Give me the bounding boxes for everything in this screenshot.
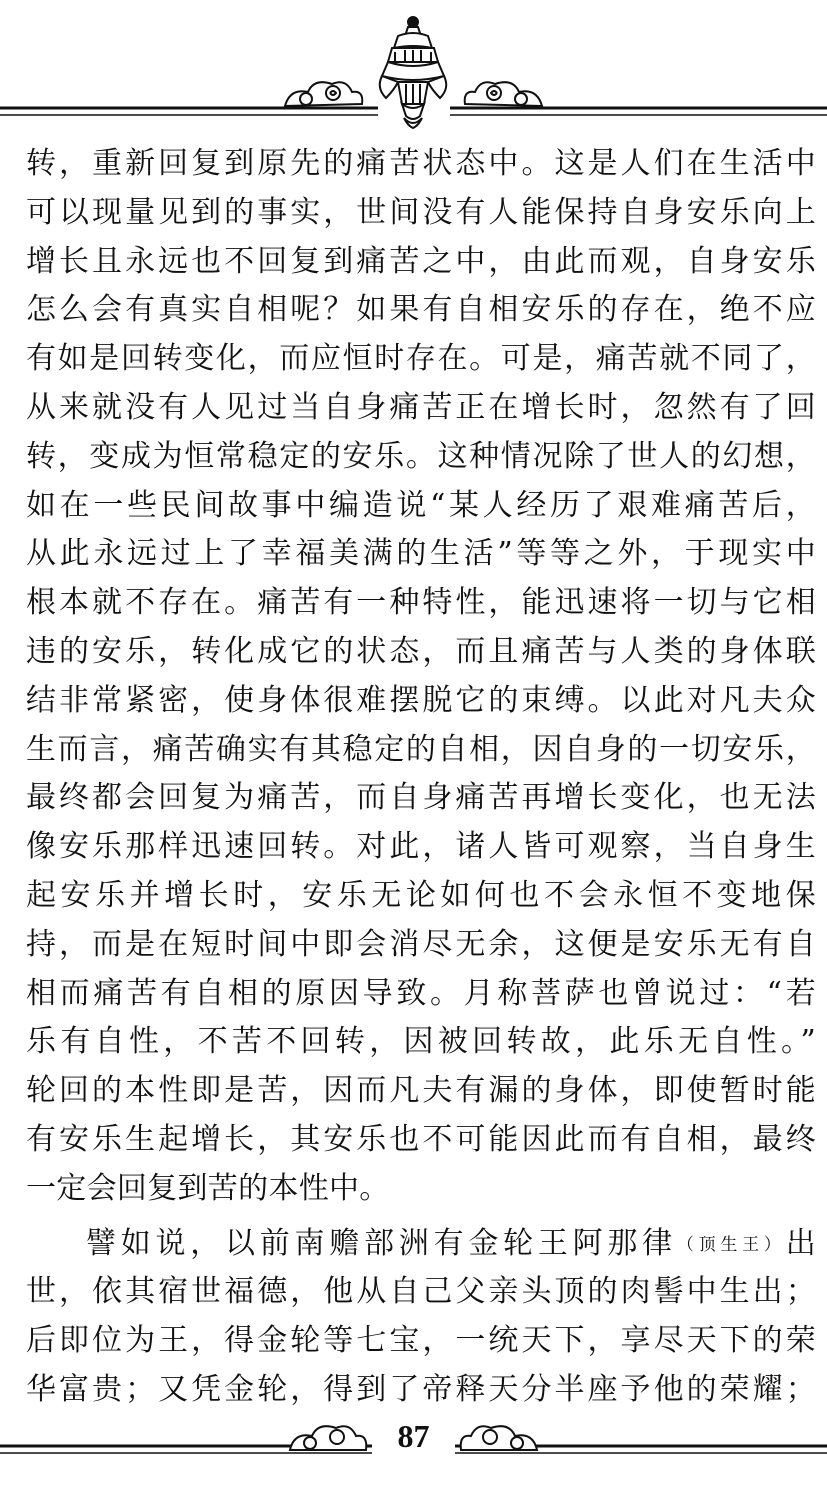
- text-line: 有如是回转变化，而应恒时存在。可是，痛苦就不同了，: [26, 341, 816, 377]
- page-number: 87: [397, 1418, 430, 1454]
- text-line: 怎么会有真实自相呢？如果有自相安乐的存在，绝不应: [26, 292, 816, 328]
- text-line: 从此永远过上了幸福美满的生活”等等之外，于现实中: [26, 536, 816, 572]
- text-fragment: 出: [785, 1225, 816, 1261]
- text-line-with-note: [26, 1220, 816, 1269]
- text-line: 转，重新回复到原先的痛苦状态中。这是人们在生活中: [26, 146, 816, 181]
- text-line: 结非常紧密，使身体很难摆脱它的束缚。以此对凡夫众: [26, 682, 816, 718]
- text-line: 相而痛苦有自相的原因导致。月称菩萨也曾说过：“若: [26, 975, 816, 1011]
- text-line: 一定会回复到苦的本性中。: [26, 1170, 390, 1206]
- text-line: 世，依其宿世福德，他从自己父亲头顶的肉髻中生出；: [26, 1274, 816, 1310]
- text-line: 持，而是在短时间中即会消尽无余，这便是安乐无有自: [26, 926, 816, 962]
- text-line: 根本就不存在。痛苦有一种特性，能迅速将一切与它相: [26, 585, 816, 621]
- body-text: [26, 140, 816, 1415]
- text-line: 起安乐并增长时，安乐无论如何也不会永恒不变地保: [26, 877, 816, 913]
- text-line: 可以现量见到的事实，世间没有人能保持自身安乐向上: [26, 194, 816, 230]
- text-line: 违的安乐，转化成它的状态，而且痛苦与人类的身体联: [26, 633, 816, 669]
- text-line: 有安乐生起增长，其安乐也不可能因此而有自相，最终: [26, 1121, 816, 1157]
- text-line: 转，变成为恒常稳定的安乐。这种情况除了世人的幻想，: [26, 438, 816, 474]
- inline-note: （顶生王）: [676, 1234, 786, 1255]
- text-line: 增长且永远也不回复到痛苦之中，由此而观，自身安乐: [26, 243, 816, 279]
- text-line: 生而言，痛苦确实有其稳定的自相，因自身的一切安乐，: [26, 731, 816, 767]
- text-line: 轮回的本性即是苦，因而凡夫有漏的身体，即使暂时能: [26, 1073, 816, 1109]
- text-line: 最终都会回复为痛苦，而自身痛苦再增长变化，也无法: [26, 780, 816, 816]
- text-line: 华富贵；又凭金轮，得到了帝释天分半座予他的荣耀；: [26, 1371, 816, 1407]
- page-header-ornament: [0, 0, 827, 135]
- text-line: 像安乐那样迅速回转。对此，诸人皆可观察，当自身生: [26, 829, 816, 865]
- text-line: 乐有自性，不苦不回转，因被回转故，此乐无自性。”: [26, 1024, 816, 1060]
- victory-banner-icon: [0, 0, 827, 135]
- text-fragment: 譬如说，以前南赡部洲有金轮王阿那律: [86, 1225, 677, 1261]
- text-line: 从来就没有人见过当自身痛苦正在增长时，忽然有了回: [26, 389, 816, 425]
- text-line: 后即位为王，得金轮等七宝，一统天下，享尽天下的荣: [26, 1323, 816, 1359]
- text-line: 如在一些民间故事中编造说“某人经历了艰难痛苦后，: [26, 487, 816, 523]
